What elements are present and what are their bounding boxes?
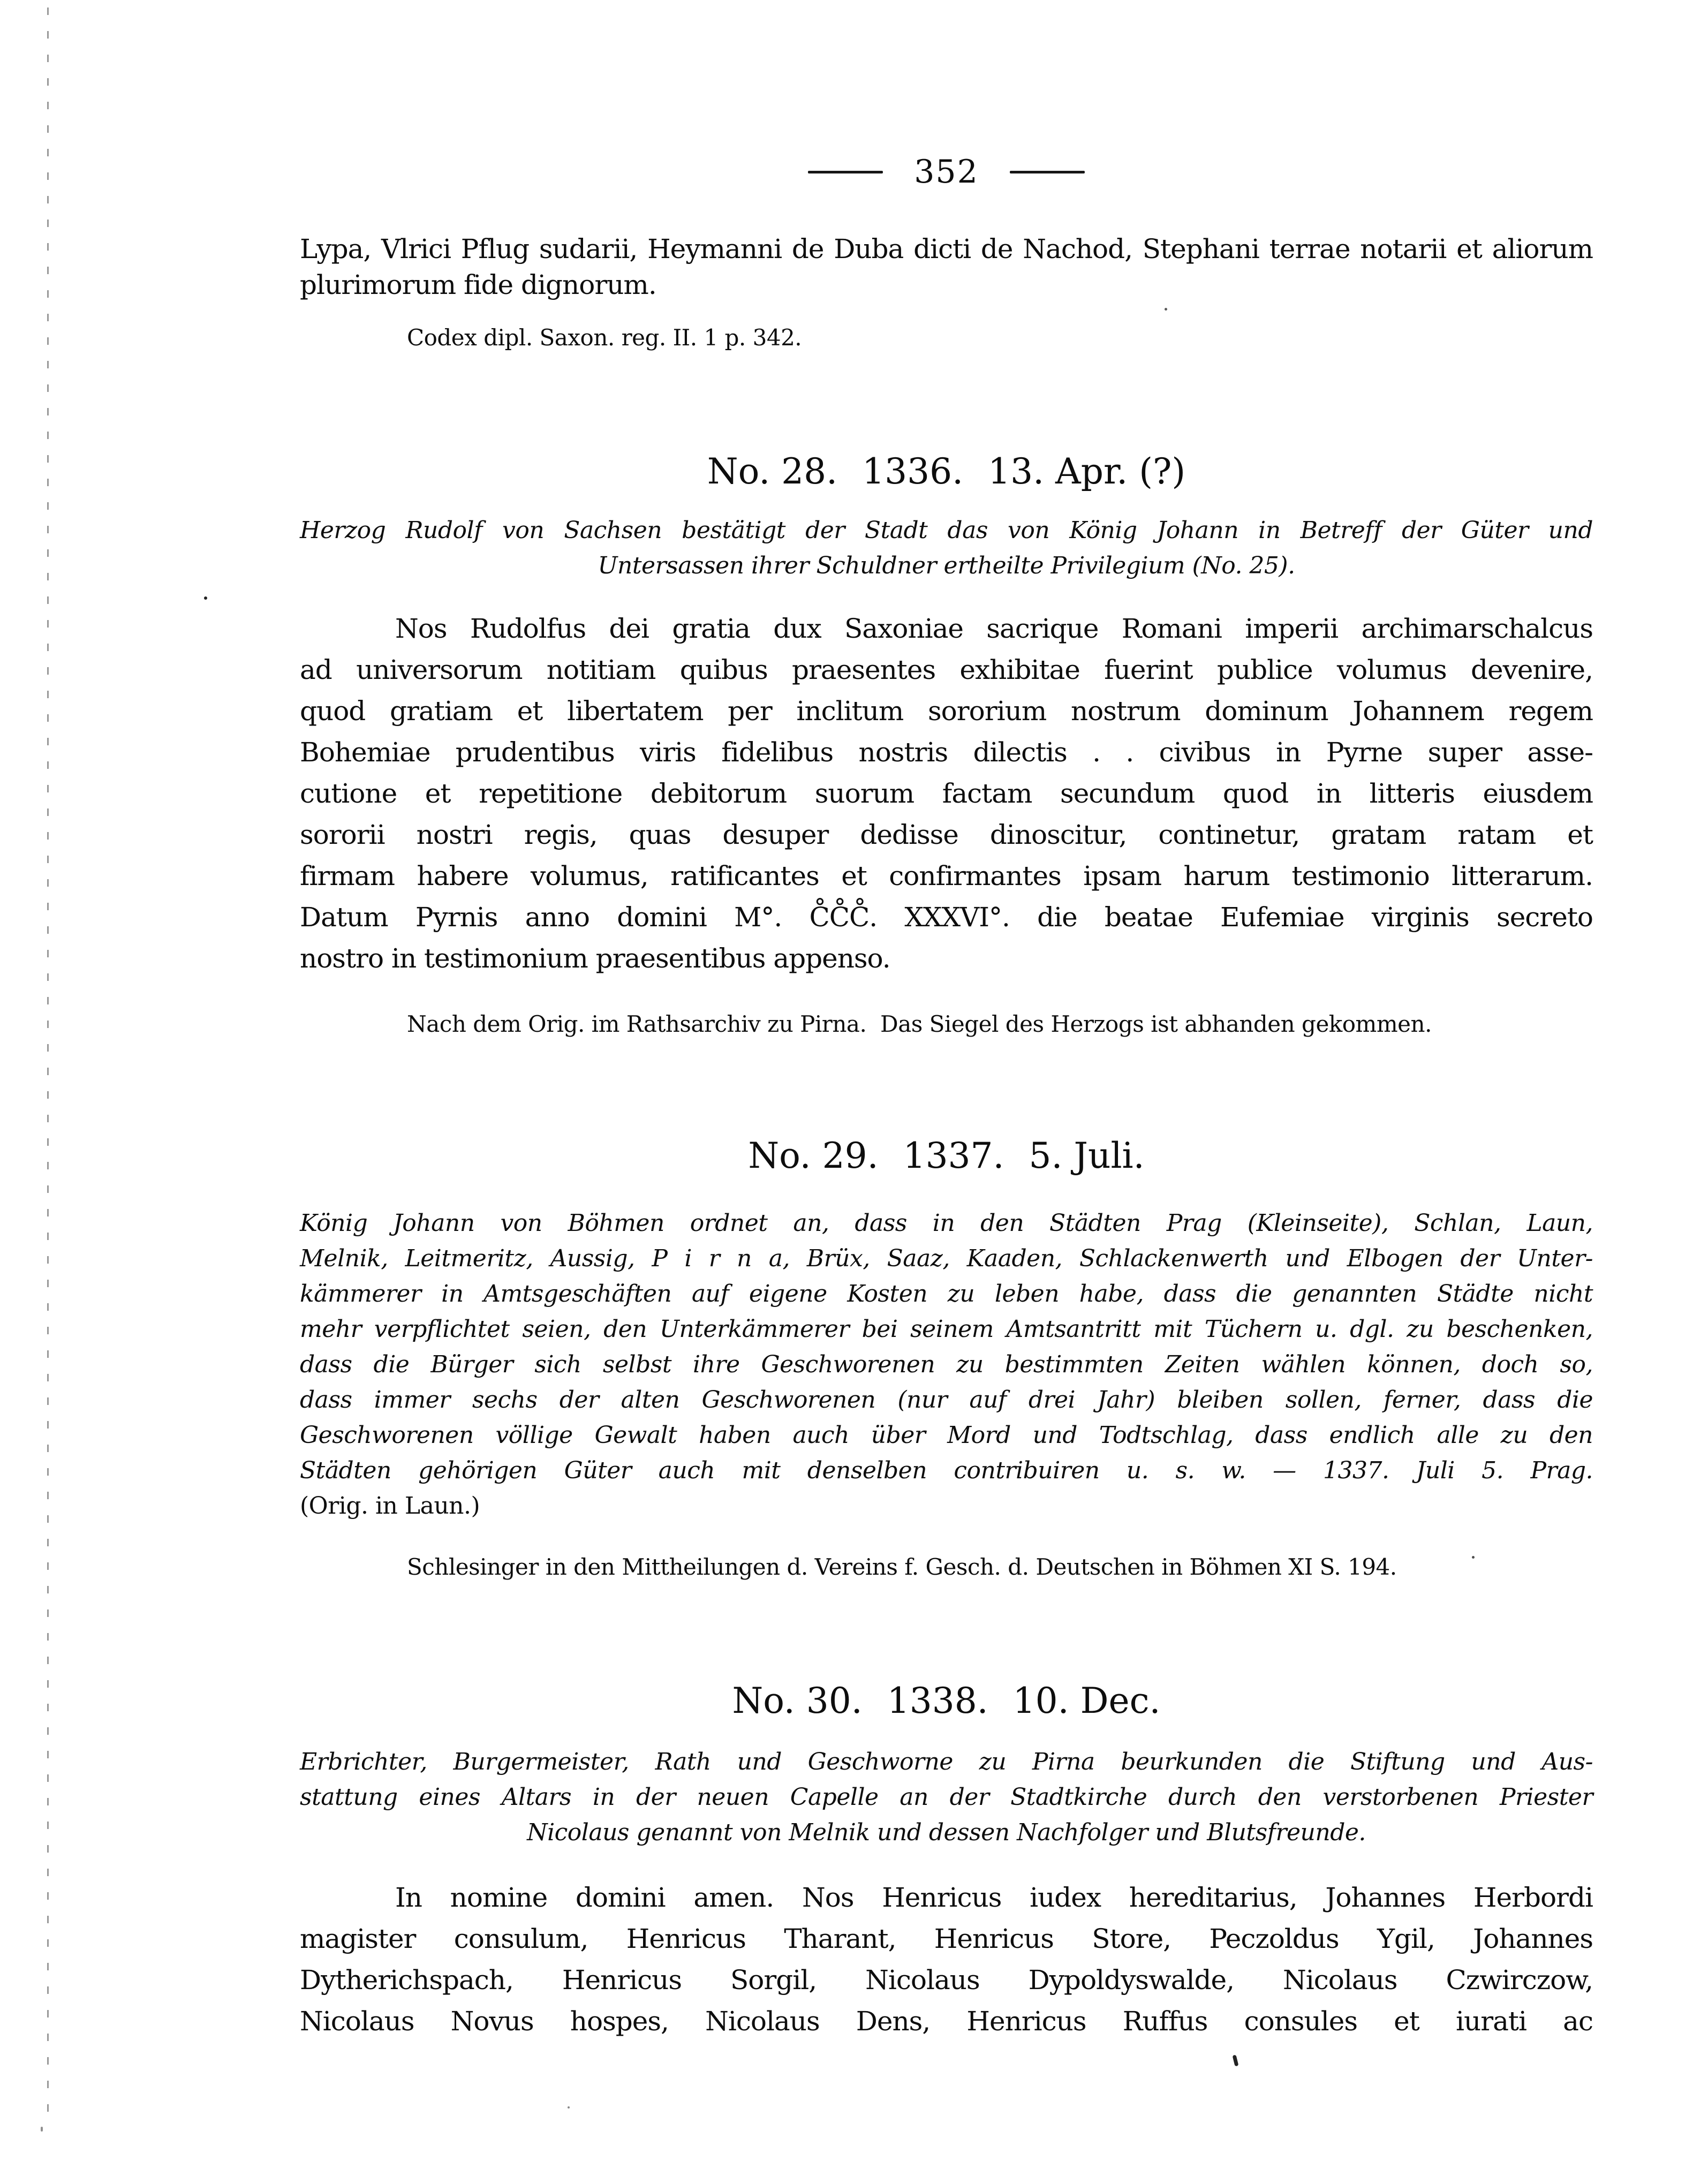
text-line: König Johann von Böhmen ordnet an, dass in den Städten Prag (Kleinseite), Schlan, Laun, — [300, 1210, 1593, 1237]
entry-30-body — [300, 1877, 1593, 2042]
source-note-codex: Codex dipl. Saxon. reg. II. 1 p. 342. — [407, 324, 802, 351]
text-line: Geschworenen völlige Gewalt haben auch über Mord und Todtschlag, dass endlich alle zu den — [300, 1422, 1593, 1449]
ink-speck — [1165, 308, 1167, 311]
text-line: kämmerer in Amtsgeschäften auf eigene Kosten zu leben habe, dass die genannten Städte nicht — [300, 1280, 1593, 1308]
text-line: mehr verpflichtet seien, den Unterkämmerer bei seinem Amtsantritt mit Tüchern u. dgl. zu beschenken, — [300, 1316, 1593, 1343]
page-header — [300, 153, 1593, 191]
ink-speck — [1233, 2054, 1239, 2066]
header-rule-left — [808, 171, 883, 173]
continuation-paragraph — [300, 231, 1593, 303]
page-number: 352 — [914, 153, 979, 191]
text-line: firmam habere volumus, ratificantes et confirmantes ipsam harum testimonio litterarum. — [300, 860, 1593, 891]
entry-28-heading — [300, 451, 1593, 492]
text-line: dass die Bürger sich selbst ihre Geschworenen zu bestimmten Zeiten wählen können, doch so, — [300, 1351, 1593, 1378]
text-line: Nos Rudolfus dei gratia dux Saxoniae sacrique Romani imperii archimarschalcus — [395, 613, 1593, 644]
text-line: Nicolaus genannt von Melnik und dessen Nachfolger und Blutsfreunde. — [527, 1819, 1366, 1846]
entry-29-year: 1337. — [903, 1135, 1004, 1176]
entry-28-date: 13. Apr. (?) — [988, 451, 1186, 492]
ink-speck — [568, 2106, 570, 2109]
entry-30-regest — [300, 1744, 1593, 1850]
text-line: quod gratiam et libertatem per inclitum sororium nostrum dominum Johannem regem — [300, 696, 1593, 727]
text-line: In nomine domini amen. Nos Henricus iudex hereditarius, Johannes Herbordi — [395, 1882, 1593, 1913]
text-line: Lypa, Vlrici Pflug sudarii, Heymanni de Duba dicti de Nachod, Stephani terrae notarii et aliorum — [300, 233, 1593, 265]
text-line: Untersassen ihrer Schuldner ertheilte Privilegium (No. 25). — [598, 552, 1295, 579]
text-line: ad universorum notitiam quibus praesentes exhibitae fuerint publice volumus devenire, — [300, 654, 1593, 685]
ink-speck — [1472, 1556, 1475, 1559]
entry-30-number: No. 30. — [732, 1680, 863, 1721]
entry-29-orig-note: (Orig. in Laun.) — [300, 1492, 480, 1520]
text-line: plurimorum fide dignorum. — [300, 269, 656, 300]
entry-28-regest — [300, 513, 1593, 584]
text-line: sororii nostri regis, quas desuper dedisse dinoscitur, continetur, gratam ratam et — [300, 819, 1593, 850]
text-line: stattung eines Altars in der neuen Capelle an der Stadtkirche durch den verstorbenen Priester — [300, 1784, 1593, 1811]
entry-29-heading — [300, 1135, 1593, 1176]
entry-28-number: No. 28. — [707, 451, 838, 492]
entry-29-number: No. 29. — [748, 1135, 879, 1176]
entry-29-date: 5. Juli. — [1029, 1135, 1145, 1176]
binding-line — [47, 7, 49, 2123]
text-line: magister consulum, Henricus Tharant, Henricus Store, Peczoldus Ygil, Johannes — [300, 1923, 1593, 1954]
text-line: Städten gehörigen Güter auch mit denselben contribuiren u. s. w. — 1337. Juli 5. Prag. — [300, 1457, 1593, 1484]
entry-28-year: 1336. — [862, 451, 964, 492]
text-line: cutione et repetitione debitorum suorum factam secundum quod in litteris eiusdem — [300, 778, 1593, 809]
text-line: Nicolaus Novus hospes, Nicolaus Dens, Henricus Ruffus consules et iurati ac — [300, 2006, 1593, 2037]
ink-speck — [204, 596, 207, 600]
text-line: Bohemiae prudentibus viris fidelibus nostris dilectis . . civibus in Pyrne super asse- — [300, 737, 1593, 768]
source-note-schlesinger: Schlesinger in den Mittheilungen d. Vereins f. Gesch. d. Deutschen in Böhmen XI S. 194. — [407, 1554, 1397, 1580]
text-line: Erbrichter, Burgermeister, Rath und Geschworne zu Pirna beurkunden die Stiftung und Aus- — [300, 1748, 1593, 1775]
entry-28-body — [300, 608, 1593, 979]
text-line: dass immer sechs der alten Geschworenen (nur auf drei Jahr) bleiben sollen, ferner, dass die — [300, 1386, 1593, 1414]
text-line: Datum Pyrnis anno domini M°. C̊C̊C̊. XXXVI°. die beatae Eufemiae virginis secreto — [300, 902, 1593, 933]
entry-30-date: 10. Dec. — [1012, 1680, 1161, 1721]
source-note-pirna: Nach dem Orig. im Rathsarchiv zu Pirna. Das Siegel des Herzogs ist abhanden gekommen. — [407, 1011, 1432, 1037]
entry-29-regest — [300, 1206, 1593, 1488]
text-line: Dytherichspach, Henricus Sorgil, Nicolaus Dypoldyswalde, Nicolaus Czwirczow, — [300, 1964, 1593, 1996]
header-rule-right — [1010, 171, 1085, 173]
entry-30-year: 1338. — [887, 1680, 988, 1721]
text-line: nostro in testimonium praesentibus appenso. — [300, 943, 890, 974]
entry-30-heading — [300, 1680, 1593, 1721]
text-line: Herzog Rudolf von Sachsen bestätigt der Stadt das von König Johann in Betreff der Güter und — [300, 517, 1593, 544]
text-line: Melnik, Leitmeritz, Aussig, P i r n a, Brüx, Saaz, Kaaden, Schlackenwerth und Elbogen der Unter- — [300, 1245, 1593, 1272]
ink-speck — [41, 2127, 43, 2132]
